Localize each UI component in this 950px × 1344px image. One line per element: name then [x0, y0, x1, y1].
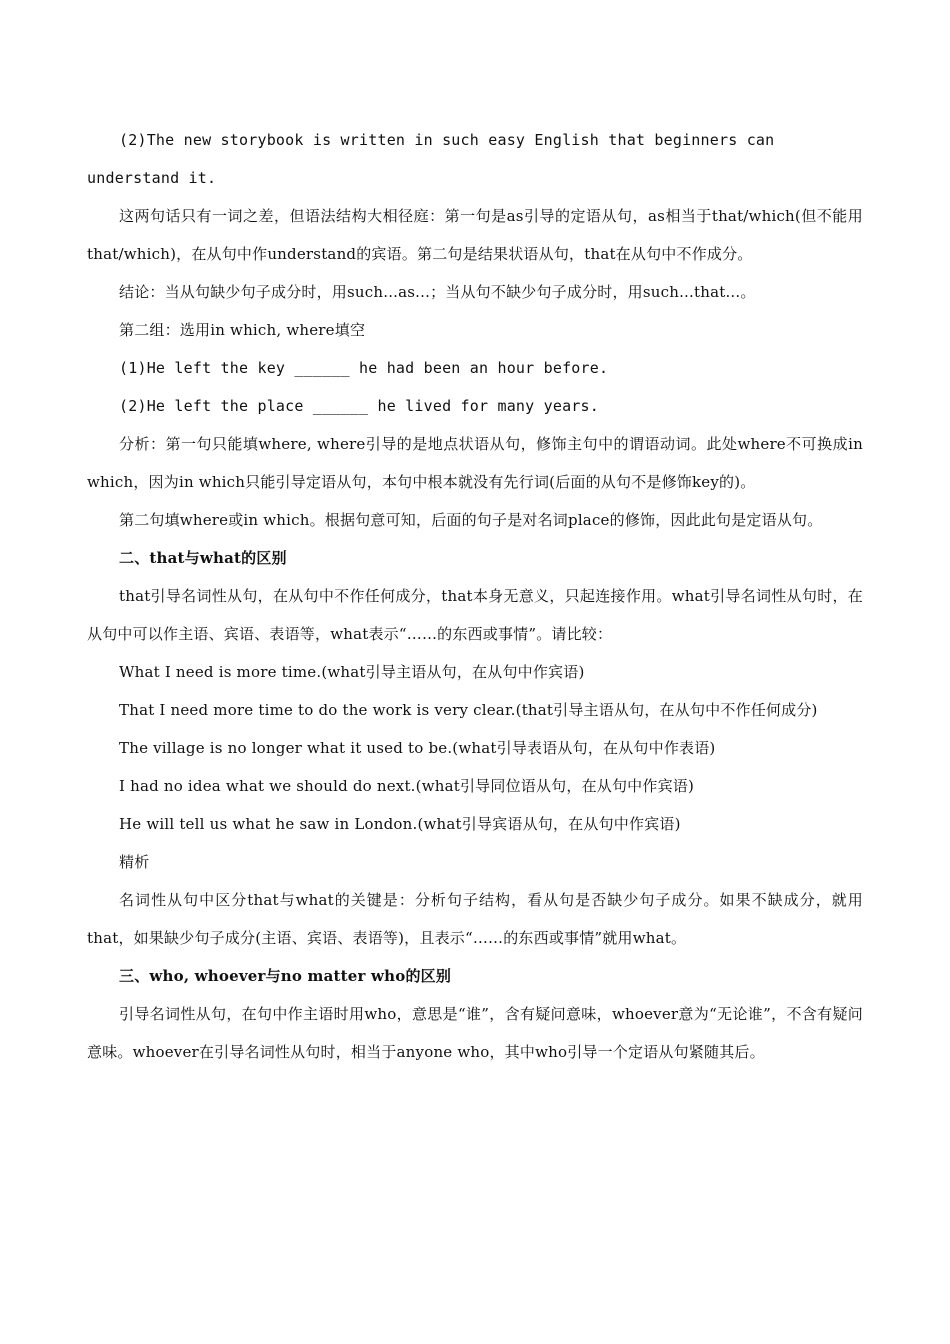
example-that-subject: That I need more time to do the work is very clear.(that引导主语从句，在从句中不作任何成分) [119, 701, 818, 719]
example-what-subject: What I need is more time.(what引导主语从句，在从句中作宾语) [119, 663, 585, 681]
example-what-appositive: I had no idea what we should do next.(what引导同位语从句，在从句中作宾语) [119, 777, 695, 795]
section-heading-who-whoever: 三、who, whoever与no matter who的区别 [119, 967, 452, 985]
conclusion-paragraph: 结论：当从句缺少句子成分时，用such...as...；当从句不缺少句子成分时，用such...that...。 [119, 283, 756, 301]
fill-blank-question-2: (2)He left the place ______ he lived for many years. [119, 397, 599, 415]
that-what-key-point: 名词性从句中区分that与what的关键是：分析句子结构，看从句是否缺少句子成分。如果不缺成分，就用that，如果缺少句子成分(主语、宾语、表语等)，且表示“……的东西或事情”就用what。 [87, 891, 863, 947]
fill-blank-question-1: (1)He left the key ______ he had been an hour before. [119, 359, 609, 377]
group-two-title: 第二组：选用in which, where填空 [119, 321, 366, 339]
section-heading-that-what: 二、that与what的区别 [119, 549, 287, 567]
analysis-paragraph: 分析：第一句只能填where, where引导的是地点状语从句，修饰主句中的谓语动词。此处where不可换成in which，因为in which只能引导定语从句，本句中根本就没有先行词(后面的从句不是修饰key的)。 [87, 435, 868, 491]
who-whoever-explanation: 引导名词性从句，在句中作主语时用who，意思是“谁”，含有疑问意味，whoever意为“无论谁”，不含有疑问意味。whoever在引导名词性从句时，相当于anyone who，其中who引导一个定语从句紧随其后。 [87, 1005, 863, 1061]
document-body [87, 121, 868, 1071]
that-what-explanation: that引导名词性从句，在从句中不作任何成分，that本身无意义，只起连接作用。what引导名词性从句时，在从句中可以作主语、宾语、表语等，what表示“……的东西或事情”。请比较： [87, 587, 863, 643]
comparison-explanation: 这两句话只有一词之差，但语法结构大相径庭：第一句是as引导的定语从句，as相当于that/which(但不能用that/which)，在从句中作understand的宾语。第二句是结果状语从句，that在从句中不作成分。 [87, 207, 863, 263]
example-what-predicative: The village is no longer what it used to be.(what引导表语从句，在从句中作表语) [119, 739, 716, 757]
example-sentence-2: (2)The new storybook is written in such easy English that beginners can understand it. [87, 131, 784, 187]
analysis-label: 精析 [119, 853, 150, 871]
second-sentence-analysis: 第二句填where或in which。根据句意可知，后面的句子是对名词place的修饰，因此此句是定语从句。 [119, 511, 823, 529]
example-what-object: He will tell us what he saw in London.(what引导宾语从句，在从句中作宾语) [119, 815, 681, 833]
